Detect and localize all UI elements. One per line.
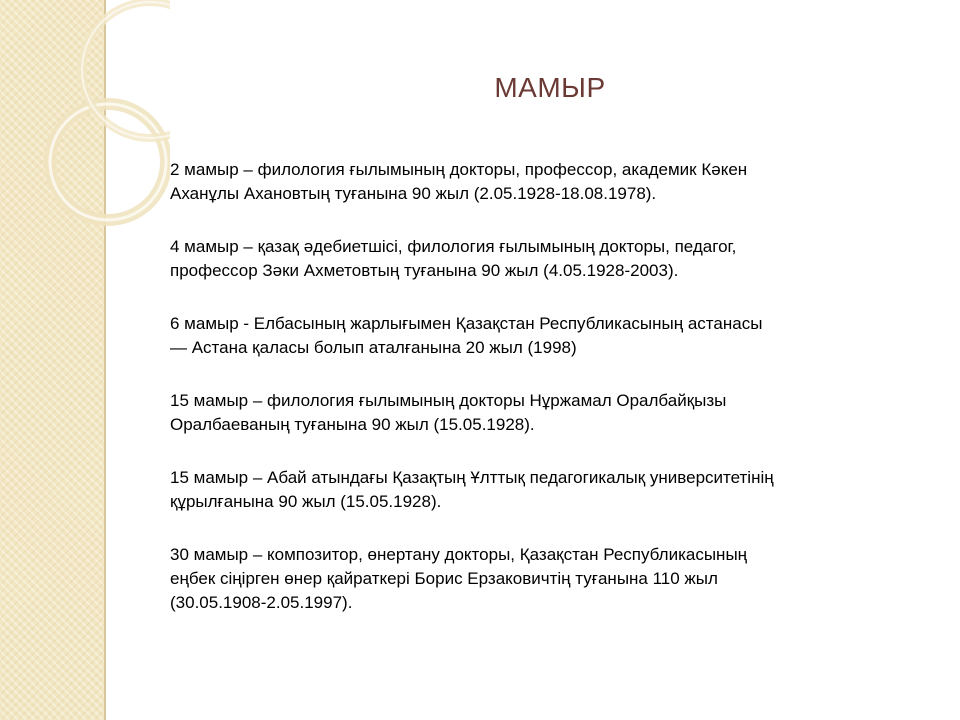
anniversary-paragraph: 15 мамыр – филология ғылымының докторы Нұржамал Оралбайқызы Оралбаеваның туғанына 90 жыл (15.05.1928). (170, 391, 727, 434)
anniversary-paragraph: 6 мамыр - Елбасының жарлығымен Қазақстан Республикасының астанасы — Астана қаласы болып аталғанына 20 жыл (1998) (170, 314, 763, 357)
anniversary-paragraph: 4 мамыр – қазақ әдебиетшісі, филология ғылымының докторы, педагог, профессор Зәки Ахметовтың туғанына 90 жыл (4.05.1928-2003). (170, 237, 737, 280)
anniversary-paragraph: 2 мамыр – филология ғылымының докторы, профессор, академик Кәкен Аханұлы Ахановтың туғанына 90 жыл (2.05.1928-18.08.1978). (170, 160, 748, 203)
anniversary-paragraph: 15 мамыр – Абай атындағы Қазақтың Ұлттық педагогикалық университетінің құрылғанына 90 жыл (15.05.1928). (170, 468, 774, 511)
slide-title: МАМЫР (494, 72, 606, 103)
slide-body (170, 158, 915, 644)
anniversary-paragraph: 30 мамыр – композитор, өнертану докторы, Қазақстан Республикасының еңбек сіңірген өнер қайраткері Борис Ерзаковичтің туғанына 110 жыл (30.05.1908-2.05.1997). (170, 545, 748, 612)
decorative-rings-icon (0, 0, 170, 280)
